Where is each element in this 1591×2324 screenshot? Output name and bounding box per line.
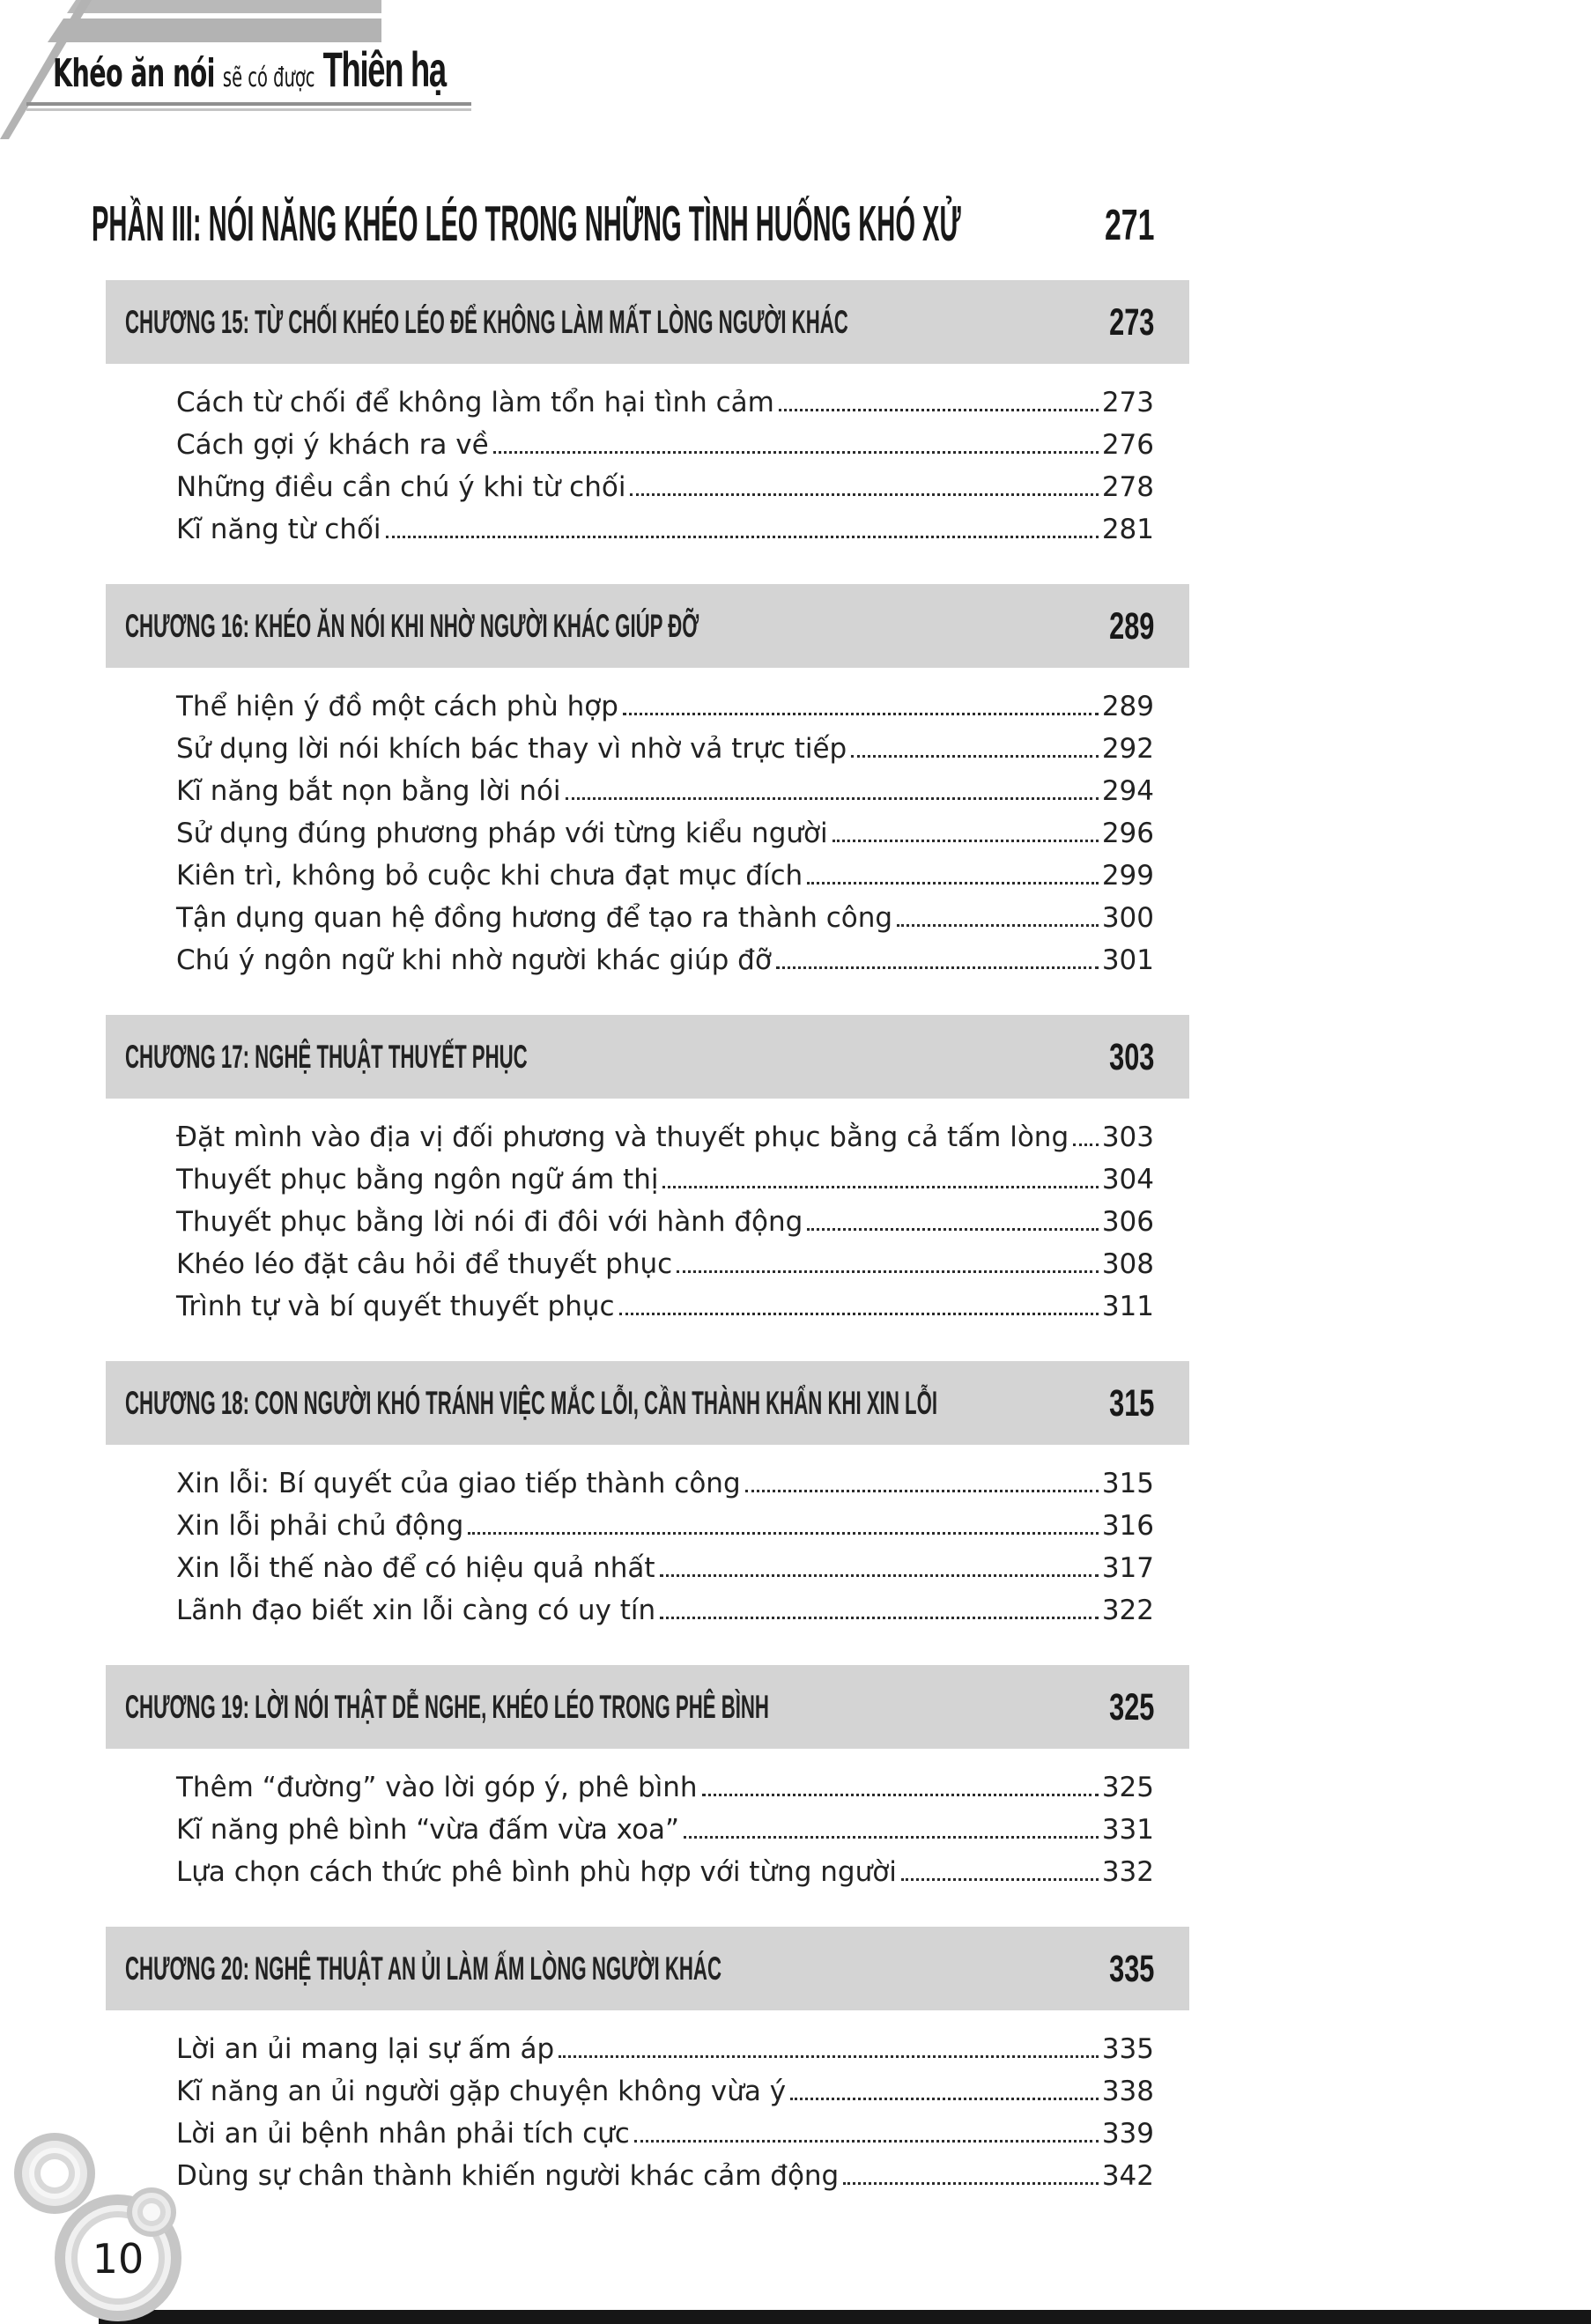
dot-leader [702,1794,1099,1796]
toc-entry-title: Sử dụng lời nói khích bác thay vì nhờ vả trực tiếp [176,733,847,765]
toc-entry-page: 331 [1101,1814,1154,1846]
toc-entry [176,1547,1154,1589]
toc-entry [176,1766,1154,1809]
toc-entry [176,855,1154,897]
chapter-toc-list [106,1445,1189,1647]
book-title-emphasis: Thiên hạ [322,41,446,97]
toc-entry-title: Đặt mình vào địa vị đối phương và thuyết phục bằng cả tấm lòng [176,1121,1069,1153]
toc-entry-title: Cách gợi ý khách ra về [176,429,489,461]
chapter-section [106,1361,1189,1647]
toc-entry [176,2028,1154,2070]
toc-entry [176,1462,1154,1505]
toc-entry-title: Xin lỗi phải chủ động [176,1510,464,1542]
chapter-section [106,1015,1189,1343]
toc-entry-title: Tận dụng quan hệ đồng hương để tạo ra thành công [176,902,893,934]
toc-entry-title: Dùng sự chân thành khiến người khác cảm động [176,2160,840,2192]
chapter-title: CHƯƠNG 19: LỜI NÓI THẬT DỄ NGHE, KHÉO LÉO TRONG PHÊ BÌNH [125,1688,769,1725]
chapter-page-number: 335 [1108,1946,1154,1990]
dot-leader [619,1313,1099,1315]
circle-decoration-small-right [127,2187,176,2237]
chapter-toc-list [106,364,1189,566]
dot-leader [776,966,1099,969]
toc-entry-page: 339 [1101,2118,1154,2150]
chapter-toc-list [106,2010,1189,2213]
toc-entry-title: Lãnh đạo biết xin lỗi càng có uy tín [176,1595,656,1626]
toc-entry [176,728,1154,770]
dot-leader [832,840,1099,842]
toc-entry-title: Lời an ủi mang lại sự ấm áp [176,2033,555,2065]
dot-leader [630,493,1098,496]
toc-entry [176,1809,1154,1851]
toc-entry-page: 294 [1101,775,1154,807]
toc-entry [176,1851,1154,1893]
toc-entry-title: Sử dụng đúng phương pháp với từng kiểu người [176,818,828,849]
dot-leader [897,924,1099,927]
chapter-section [106,584,1189,997]
toc-entry-page: 278 [1101,471,1154,503]
toc-entry [176,1285,1154,1328]
toc-entry [176,1158,1154,1201]
toc-entry [176,1201,1154,1243]
dot-leader [807,882,1099,884]
toc-entry [176,1589,1154,1632]
toc-entry-page: 301 [1101,944,1154,976]
toc-entry-title: Kiên trì, không bỏ cuộc khi chưa đạt mục đích [176,860,803,892]
dot-leader [1073,1143,1099,1146]
chapter-toc-list [106,1749,1189,1909]
toc-entry-page: 338 [1101,2076,1154,2107]
toc-entry [176,466,1154,508]
toc-entry-page: 276 [1101,429,1154,461]
toc-entry-page: 281 [1101,514,1154,545]
toc-entry-page: 308 [1101,1248,1154,1280]
page-number-ornament [0,2113,220,2324]
toc-entry-page: 300 [1101,902,1154,934]
toc-entry-page: 289 [1101,691,1154,722]
toc-entry [176,685,1154,728]
dot-leader [745,1490,1099,1492]
chapter-section [106,1927,1189,2213]
dot-leader [677,1270,1099,1273]
dot-leader [493,451,1099,454]
toc-entry [176,2155,1154,2197]
toc-entry-title: Khéo léo đặt câu hỏi để thuyết phục [176,1248,673,1280]
toc-entry-page: 325 [1101,1772,1154,1803]
toc-entry-title: Trình tự và bí quyết thuyết phục [176,1291,615,1322]
footer-bar [99,2310,1591,2324]
chapter-toc-list [106,668,1189,997]
chapter-page-number: 273 [1108,300,1154,344]
toc-entry-page: 315 [1101,1468,1154,1499]
toc-entry [176,508,1154,551]
chapter-toc-list [106,1099,1189,1343]
chapter-section [106,1665,1189,1909]
toc-entry-title: Những điều cần chú ý khi từ chối [176,471,626,503]
chapter-list [106,280,1189,2213]
dot-leader [901,1878,1099,1881]
toc-entry-title: Thêm “đường” vào lời góp ý, phê bình [176,1772,698,1803]
toc-entry-title: Xin lỗi thế nào để có hiệu quả nhất [176,1552,655,1584]
dot-leader [851,755,1099,758]
toc-entry-title: Xin lỗi: Bí quyết của giao tiếp thành công [176,1468,741,1499]
title-underline-light [26,108,471,111]
chapter-heading [106,584,1189,668]
toc-entry-title: Thể hiện ý đồ một cách phù hợp [176,691,618,722]
toc-entry [176,381,1154,424]
toc-content [92,194,1189,2213]
toc-entry [176,424,1154,466]
toc-entry-page: 316 [1101,1510,1154,1542]
toc-entry-page: 311 [1101,1291,1154,1322]
chapter-heading [106,1665,1189,1749]
toc-entry-page: 273 [1101,387,1154,418]
toc-entry-title: Lời an ủi bệnh nhân phải tích cực [176,2118,630,2150]
part-page-number: 271 [1104,200,1154,249]
chapter-title: CHƯƠNG 18: CON NGƯỜI KHÓ TRÁNH VIỆC MẮC LỖI, CẦN THÀNH KHẨN KHI XIN LỖI [125,1384,938,1421]
book-title-middle: sẽ có được [222,63,315,93]
toc-entry [176,1116,1154,1158]
toc-entry-page: 306 [1101,1206,1154,1238]
chapter-page-number: 289 [1108,603,1154,648]
book-title [53,41,446,98]
dot-leader [684,1836,1099,1839]
toc-entry [176,1243,1154,1285]
dot-leader [660,1574,1099,1577]
chapter-section [106,280,1189,566]
toc-entry-title: Chú ý ngôn ngữ khi nhờ người khác giúp đỡ [176,944,772,976]
dot-leader [790,2098,1099,2100]
toc-entry-title: Kĩ năng bắt nọn bằng lời nói [176,775,561,807]
circle-decoration-small-left [14,2133,95,2214]
dot-leader [660,1617,1099,1619]
dot-leader [559,2055,1099,2058]
folio-page-number: 10 [92,2235,144,2283]
chapter-heading [106,280,1189,364]
dot-leader [468,1532,1098,1535]
toc-entry-page: 299 [1101,860,1154,892]
toc-entry-page: 296 [1101,818,1154,849]
dot-leader [566,797,1099,800]
toc-entry-title: Lựa chọn cách thức phê bình phù hợp với từng người [176,1856,897,1888]
toc-entry-page: 292 [1101,733,1154,765]
toc-entry-page: 304 [1101,1164,1154,1195]
chapter-heading [106,1361,1189,1445]
toc-entry-title: Thuyết phục bằng lời nói đi đôi với hành động [176,1206,803,1238]
toc-entry [176,897,1154,939]
dot-leader [623,713,1099,715]
chapter-title: CHƯƠNG 17: NGHỆ THUẬT THUYẾT PHỤC [125,1038,528,1075]
toc-entry [176,812,1154,855]
part-heading [92,194,1189,263]
toc-entry-page: 303 [1101,1121,1154,1153]
toc-entry-page: 335 [1101,2033,1154,2065]
book-title-main: Khéo ăn nói [53,51,215,96]
toc-entry [176,1505,1154,1547]
toc-entry-title: Cách từ chối để không làm tổn hại tình cảm [176,387,774,418]
chapter-page-number: 325 [1108,1684,1154,1728]
toc-entry-page: 322 [1101,1595,1154,1626]
chapter-title: CHƯƠNG 16: KHÉO ĂN NÓI KHI NHỜ NGƯỜI KHÁC GIÚP ĐỠ [125,607,699,644]
toc-entry-page: 332 [1101,1856,1154,1888]
chapter-heading [106,1927,1189,2010]
dot-leader [634,2140,1099,2143]
dot-leader [807,1228,1099,1231]
chapter-page-number: 303 [1108,1034,1154,1078]
toc-entry-page: 317 [1101,1552,1154,1584]
dot-leader [779,409,1099,411]
toc-entry-title: Thuyết phục bằng ngôn ngữ ám thị [176,1164,659,1195]
toc-entry-title: Kĩ năng từ chối [176,514,381,545]
chapter-title: CHƯƠNG 15: TỪ CHỐI KHÉO LÉO ĐỂ KHÔNG LÀM MẤT LÒNG NGƯỜI KHÁC [125,303,848,340]
chapter-page-number: 315 [1108,1380,1154,1425]
chapter-heading [106,1015,1189,1099]
toc-entry-title: Kĩ năng phê bình “vừa đấm vừa xoa” [176,1814,680,1846]
toc-entry-title: Kĩ năng an ủi người gặp chuyện không vừa ý [176,2076,787,2107]
title-underline [26,102,471,106]
dot-leader [843,2182,1099,2185]
part-title: PHẦN III: NÓI NĂNG KHÉO LÉO TRONG NHỮNG TÌNH HUỐNG KHÓ XỬ [92,196,961,252]
chapter-title: CHƯƠNG 20: NGHỆ THUẬT AN ỦI LÀM ẤM LÒNG NGƯỜI KHÁC [125,1950,722,1987]
toc-entry [176,939,1154,981]
toc-entry-page: 342 [1101,2160,1154,2192]
toc-entry [176,2113,1154,2155]
toc-entry [176,770,1154,812]
dot-leader [386,536,1099,538]
toc-entry [176,2070,1154,2113]
dot-leader [662,1186,1098,1188]
